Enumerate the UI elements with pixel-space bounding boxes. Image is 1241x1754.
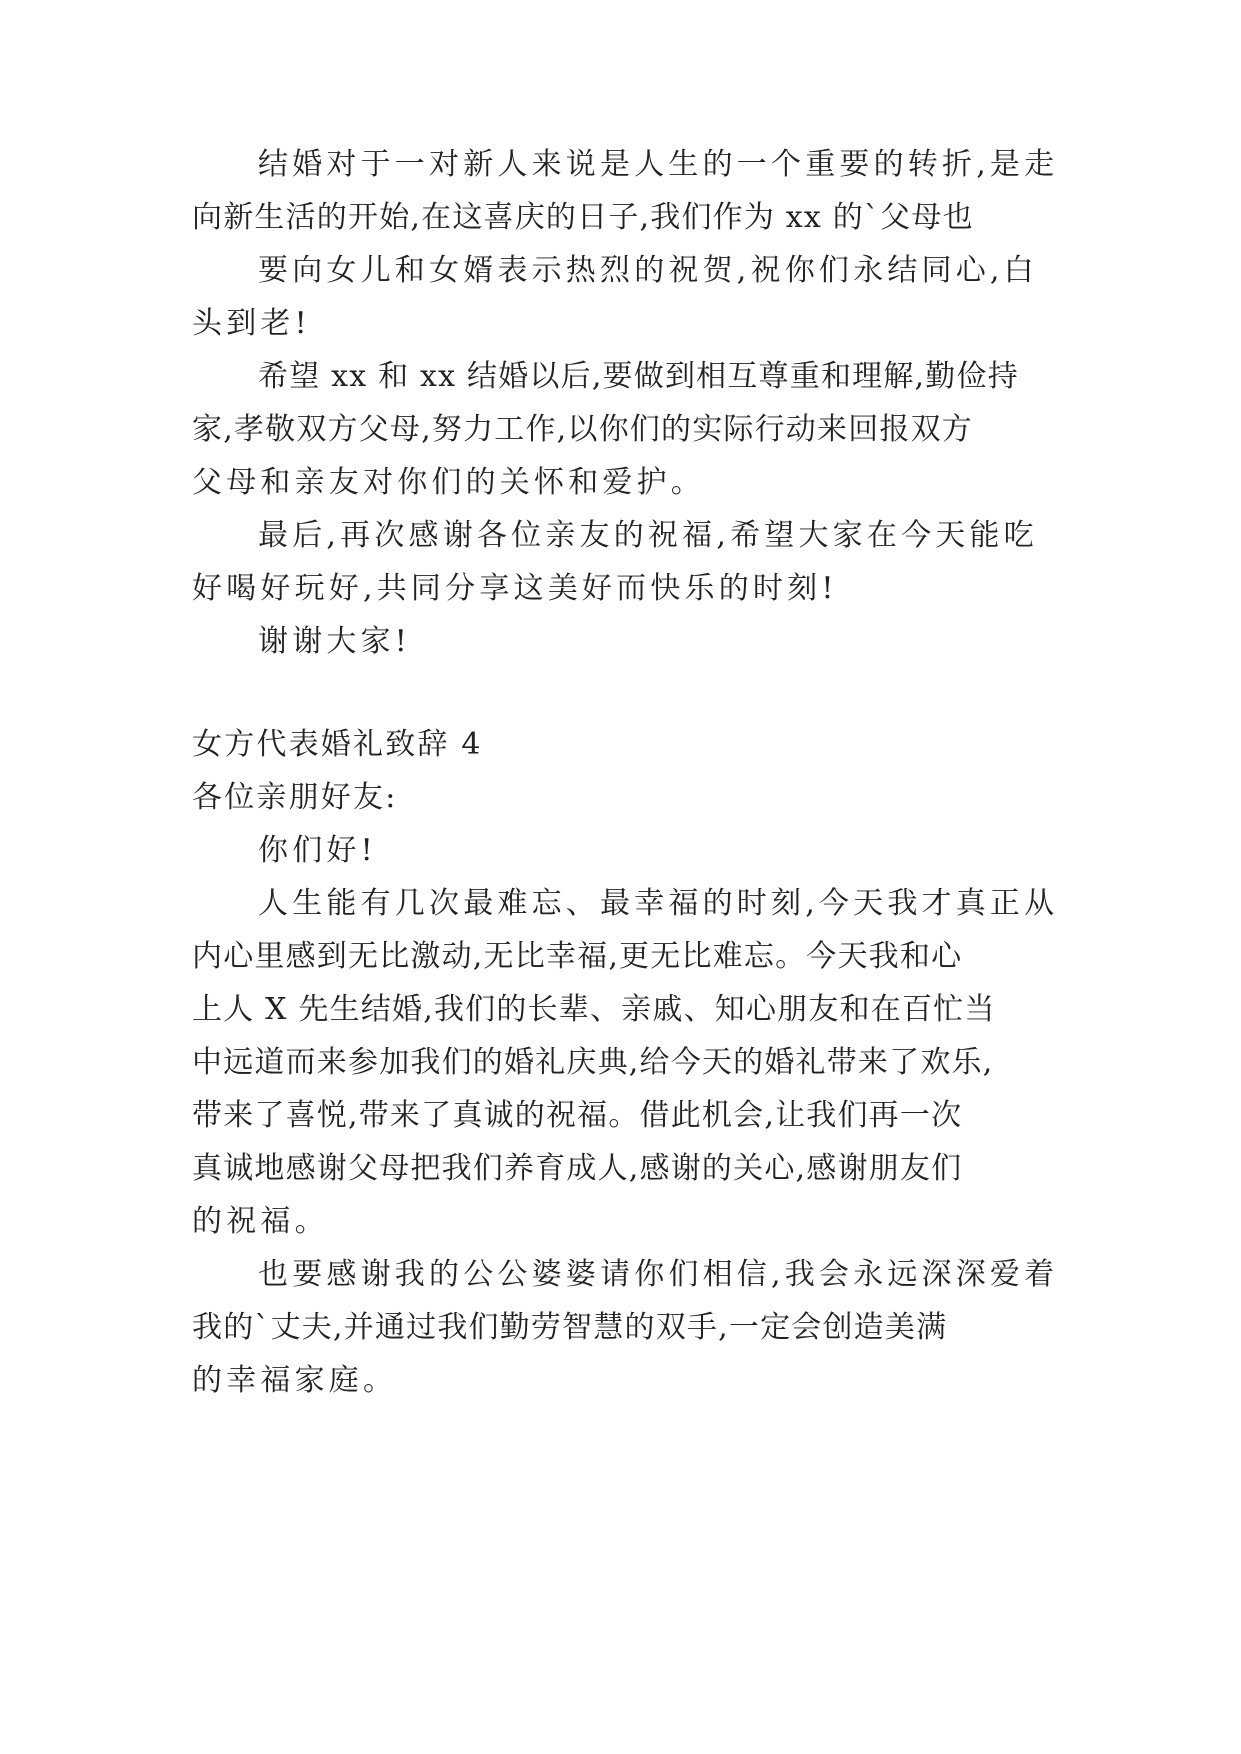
paragraph-line: 的祝福。 xyxy=(192,1204,329,1239)
paragraph-line: 父母和亲友对你们的关怀和爱护。 xyxy=(192,465,705,500)
paragraph-line: 上人 X 先生结婚,我们的长辈、亲戚、知心朋友和在百忙当 xyxy=(192,992,996,1027)
paragraph-line: 最后,再次感谢各位亲友的祝福,希望大家在今天能吃 xyxy=(258,518,1038,553)
paragraph-line: 谢谢大家! xyxy=(258,624,412,659)
paragraph-line: 真诚地感谢父母把我们养育成人,感谢的关心,感谢朋友们 xyxy=(192,1151,963,1186)
paragraph-line: 也要感谢我的公公婆婆请你们相信,我会永远深深爱着 xyxy=(258,1257,1059,1292)
paragraph-line: 希望 xx 和 xx 结婚以后,要做到相互尊重和理解,勤俭持 xyxy=(258,359,1019,394)
paragraph-line: 头到老! xyxy=(192,306,311,341)
paragraph-line: 带来了喜悦,带来了真诚的祝福。借此机会,让我们再一次 xyxy=(192,1098,963,1133)
paragraph-line: 中远道而来参加我们的婚礼庆典,给今天的婚礼带来了欢乐, xyxy=(192,1045,994,1080)
paragraph-line: 的幸福家庭。 xyxy=(192,1363,398,1398)
paragraph-line: 好喝好玩好,共同分享这美好而快乐的时刻! xyxy=(192,571,838,606)
paragraph-line: 要向女儿和女婿表示热烈的祝贺,祝你们永结同心,白 xyxy=(258,253,1038,288)
paragraph-line: 人生能有几次最难忘、最幸福的时刻,今天我才真正从 xyxy=(258,886,1059,921)
paragraph-line: 我的`丈夫,并通过我们勤劳智慧的双手,一定会创造美满 xyxy=(192,1310,948,1345)
greeting: 你们好! xyxy=(258,833,377,868)
paragraph-line: 家,孝敬双方父母,努力工作,以你们的实际行动来回报双方 xyxy=(192,412,974,447)
salutation: 各位亲朋好友: xyxy=(192,780,398,815)
paragraph-line: 结婚对于一对新人来说是人生的一个重要的转折,是走 xyxy=(258,147,1059,182)
paragraph-line: 向新生活的开始,在这喜庆的日子,我们作为 xx 的`父母也 xyxy=(192,200,974,235)
section-title: 女方代表婚礼致辞 4 xyxy=(192,727,483,762)
paragraph-line: 内心里感到无比激动,无比幸福,更无比难忘。今天我和心 xyxy=(192,939,963,974)
